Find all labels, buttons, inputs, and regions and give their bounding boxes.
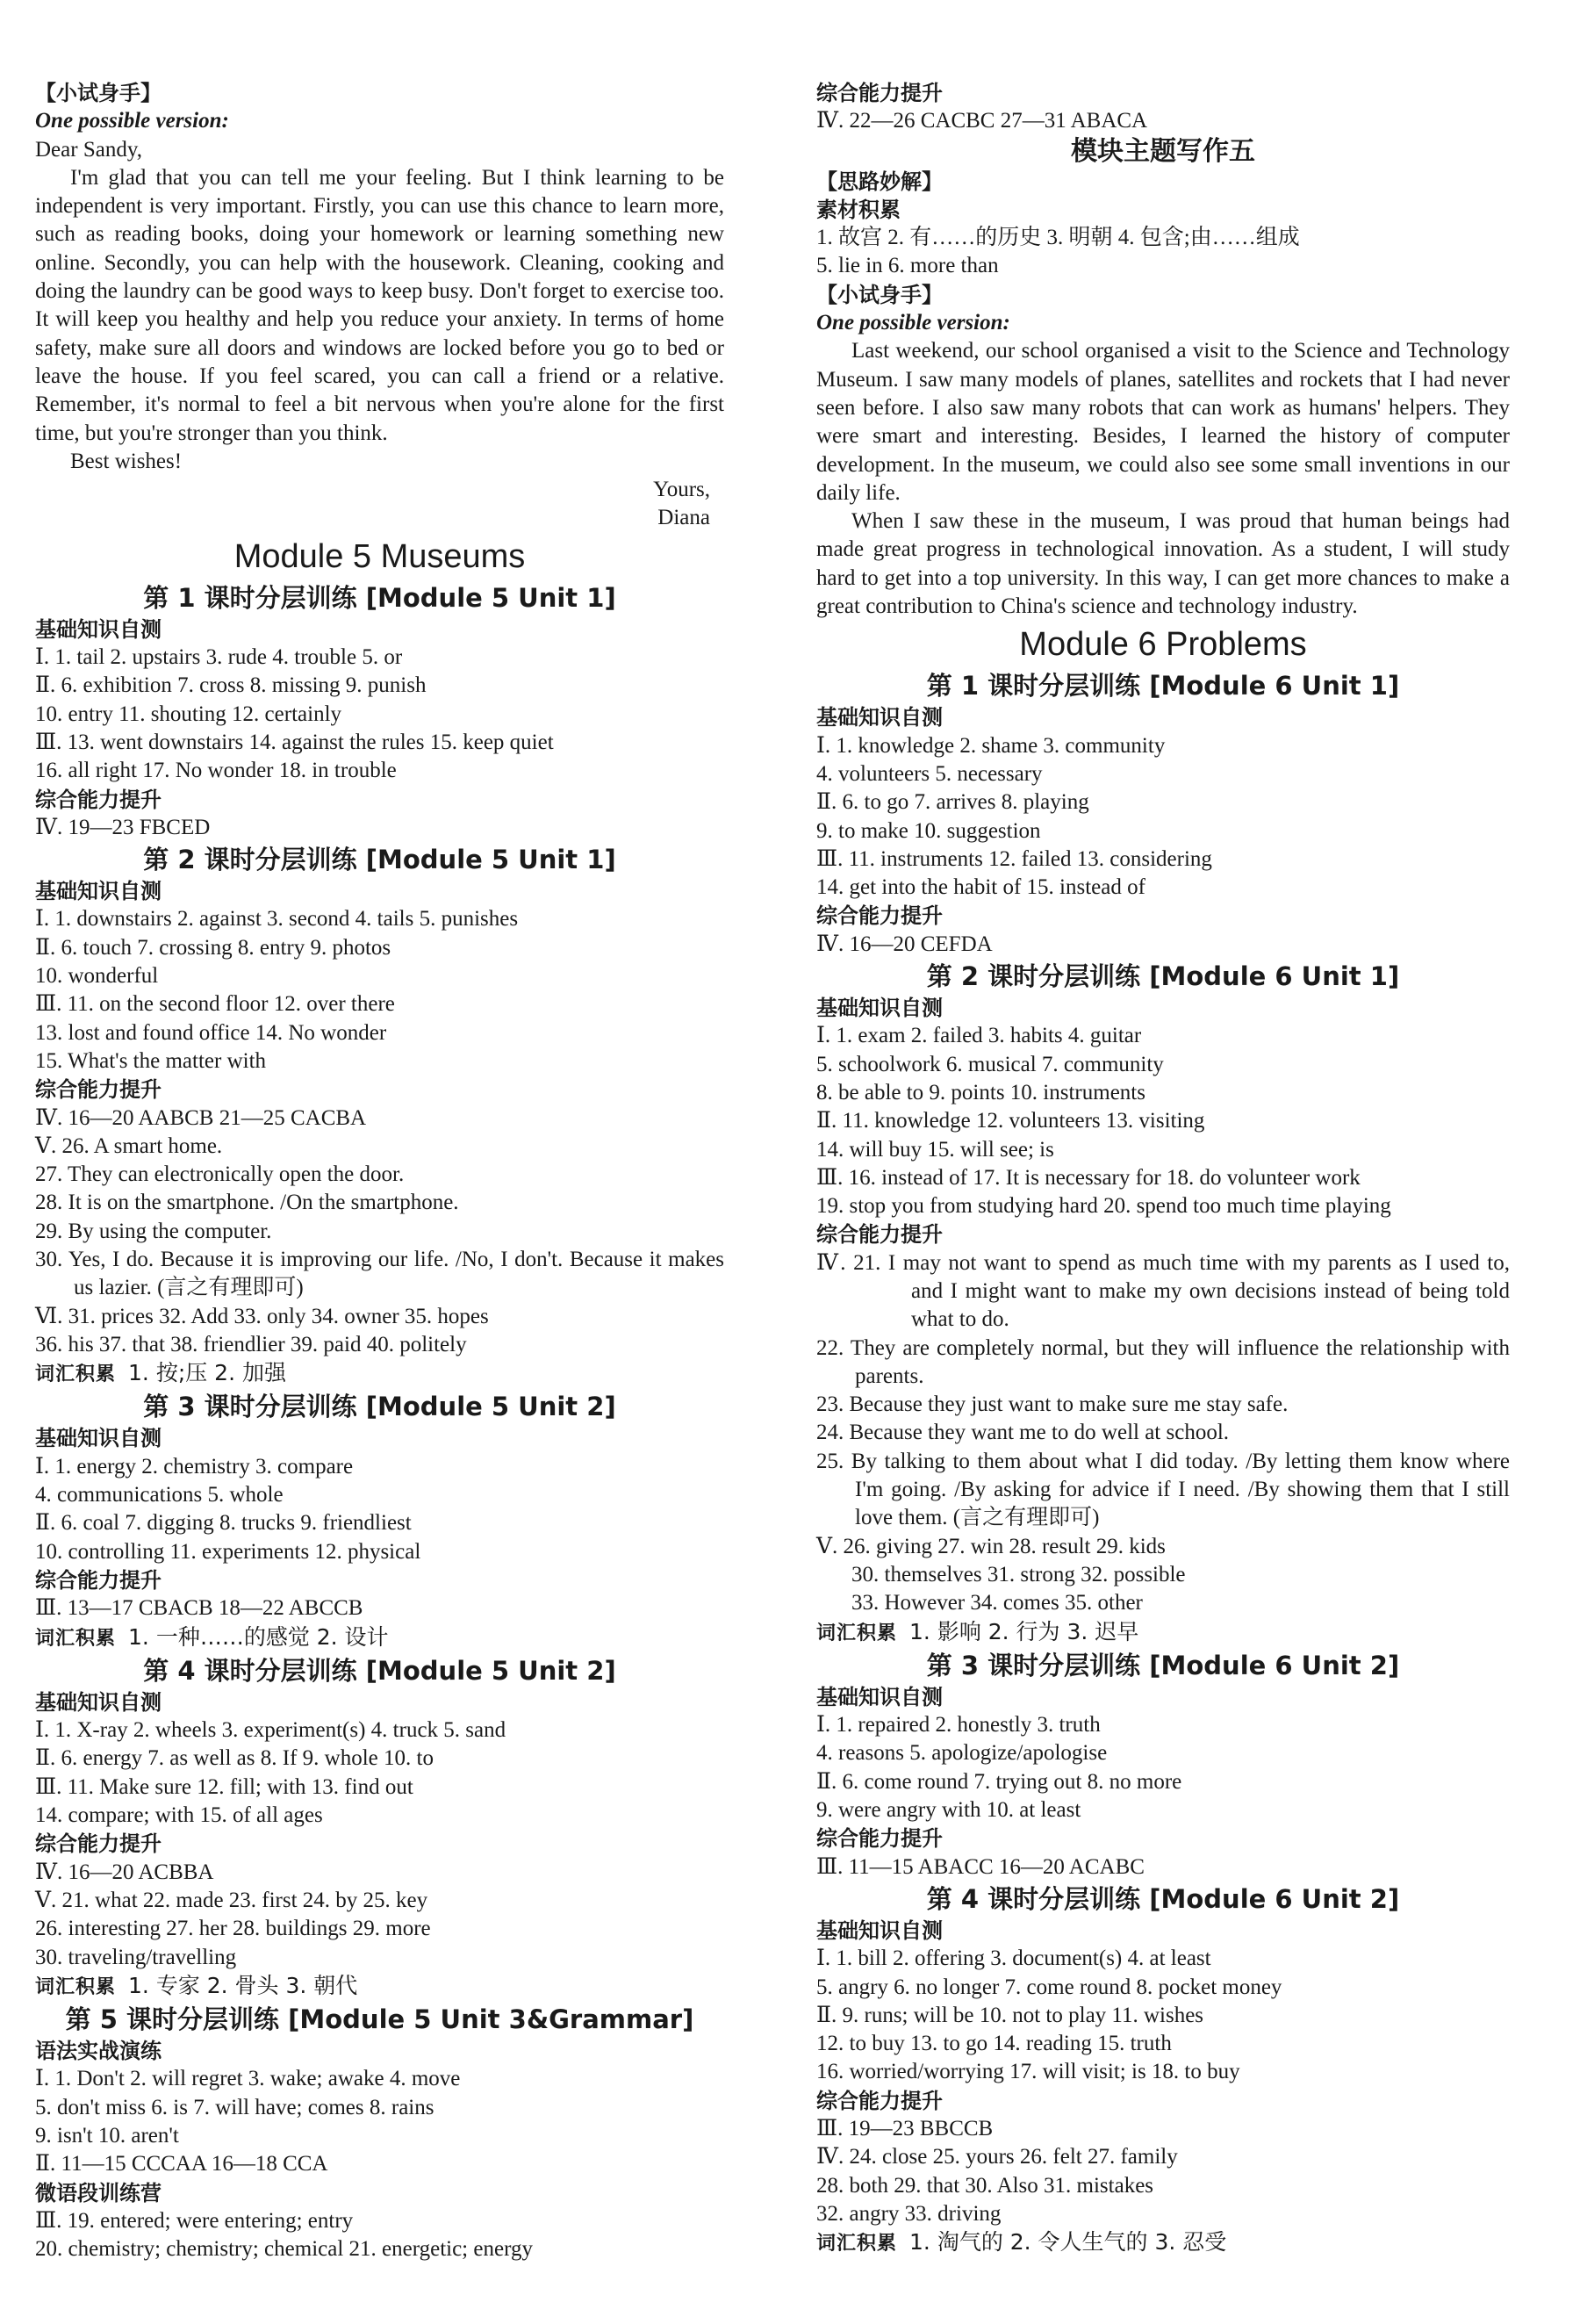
answer-line: 28. both 29. that 30. Also 31. mistakes — [816, 2173, 1154, 2198]
answer-line: 9. were angry with 10. at least — [816, 1798, 1081, 1823]
answer-line: 14. get into the habit of 15. instead of — [816, 875, 1145, 900]
letter-sign-yours: Yours, — [653, 478, 710, 502]
module6-title: Module 6 Problems — [1019, 626, 1307, 664]
vocab-label: 词汇积累 — [816, 2233, 898, 2256]
answer-line: Ⅱ. 11. knowledge 12. volunteers 13. visiting — [816, 1109, 1205, 1133]
answer-line — [816, 1448, 1510, 1533]
answer-line: Ⅰ. 1. energy 2. chemistry 3. compare — [35, 1454, 354, 1479]
m6-lesson2 — [816, 959, 1510, 1648]
item-number: 30. — [35, 1247, 63, 1271]
answer-line — [816, 1335, 1510, 1392]
lesson-title: 第 2 课时分层训练 [Module 6 Unit 1] — [926, 961, 1400, 992]
material-line: 1. 故宫 2. 有……的历史 3. 明朝 4. 包含;由……组成 — [816, 226, 1300, 250]
answer-line: 16. worried/worrying 17. will visit; is 18. to buy — [816, 2060, 1240, 2084]
vocab-line — [35, 1972, 724, 2002]
section-heading: 基础知识自测 — [35, 1689, 162, 1715]
vocab-label: 词汇积累 — [35, 1975, 117, 1998]
answer-line: Ⅰ. 1. bill 2. offering 3. document(s) 4. at least — [816, 1946, 1211, 1971]
section-heading: 综合能力提升 — [35, 787, 162, 812]
answer-line: 4. volunteers 5. necessary — [816, 761, 1043, 786]
material-heading: 素材积累 — [816, 197, 901, 222]
answer-line: Ⅰ. 1. tail 2. upstairs 3. rude 4. trouble 5. or — [35, 645, 403, 670]
answer-line: Ⅱ. 6. to go 7. arrives 8. playing — [816, 790, 1089, 815]
answer-line: 30. traveling/travelling — [35, 1945, 237, 1969]
answer-line: 5. schoolwork 6. musical 7. community — [816, 1052, 1164, 1076]
answer-line: 4. reasons 5. apologize/apologise — [816, 1741, 1108, 1766]
answer-line: Ⅰ. 1. knowledge 2. shame 3. community — [816, 733, 1166, 758]
version-label: One possible version: — [35, 109, 229, 133]
section-heading: 基础知识自测 — [35, 1426, 162, 1451]
answer-line: 10. wonderful — [35, 964, 159, 989]
section-heading: 综合能力提升 — [816, 81, 943, 105]
vocab-text: 1. 影响 2. 行为 3. 迟早 — [909, 1618, 1139, 1644]
answer-line: Ⅴ. 21. what 22. made 23. first 24. by 25. key — [35, 1888, 428, 1912]
vocab-line — [35, 1623, 724, 1653]
vocab-text: 1. 一种……的感觉 2. 设计 — [128, 1623, 389, 1650]
answer-line: Ⅲ. 19—23 BBCCB — [816, 2117, 994, 2141]
answer-text: I may not want to spend as much time with my parents as I used to, and I might want to make my own decisions instead of being told what to do. — [887, 1250, 1510, 1332]
answer-line: Ⅱ. 6. exhibition 7. cross 8. missing 9. punish — [35, 673, 427, 698]
answer-line: Ⅳ. 16—20 CEFDA — [816, 932, 993, 956]
section-heading: 综合能力提升 — [816, 903, 943, 929]
try-heading: 【小试身手】 — [35, 81, 162, 105]
answer-line: Ⅰ. 1. repaired 2. honestly 3. truth — [816, 1713, 1101, 1738]
item-number: 25. — [816, 1449, 844, 1473]
answer-line: Ⅳ. 22—26 CACBC 27—31 ABACA — [816, 109, 1148, 133]
right-column — [816, 79, 1510, 2258]
section-heading: 基础知识自测 — [816, 996, 943, 1021]
answer-line: 20. chemistry; chemistry; chemical 21. energetic; energy — [35, 2237, 533, 2262]
section-heading: 综合能力提升 — [35, 1077, 162, 1103]
module5-title: Module 5 Museums — [233, 537, 526, 575]
lesson-title: 第 4 课时分层训练 [Module 6 Unit 2] — [926, 1883, 1400, 1914]
answer-line: 10. entry 11. shouting 12. certainly — [35, 702, 342, 726]
answer-line: 14. will buy 15. will see; is — [816, 1137, 1054, 1162]
answer-line: Ⅳ. 16—20 ACBBA — [35, 1860, 214, 1884]
writing-title: 模块主题写作五 — [1071, 135, 1255, 167]
answer-line: Ⅳ. 19—23 FBCED — [35, 815, 211, 839]
essay-paragraph-2: When I saw these in the museum, I was proud that human beings had made great progress in technological innovation. As a student, I will study hard to get into a top university. In this way, I can get more chances to make a great contribution to China's science and technology industry. — [816, 509, 1510, 619]
section-heading: 综合能力提升 — [35, 1567, 162, 1593]
try-heading: 【小试身手】 — [816, 282, 943, 307]
m5-lesson3 — [35, 1389, 724, 1652]
answer-text: Yes, I do. Because it is improving our life. /No, I don't. Because it makes us lazier. (言之有理即可) — [68, 1247, 724, 1300]
m5-lesson1 — [35, 580, 724, 842]
answer-line: 15. What's the matter with — [35, 1048, 267, 1073]
vocab-label: 词汇积累 — [816, 1622, 898, 1644]
answer-line: 8. be able to 9. points 10. instruments — [816, 1080, 1145, 1104]
answer-line: 19. stop you from studying hard 20. spend too much time playing — [816, 1194, 1391, 1219]
section-heading: 综合能力提升 — [816, 1826, 943, 1852]
answer-line: Ⅰ. 1. downstairs 2. against 3. second 4. tails 5. punishes — [35, 907, 519, 932]
answer-line: Ⅲ. 11—15 ABACC 16—20 ACABC — [816, 1854, 1145, 1879]
answer-line: 14. compare; with 15. of all ages — [35, 1803, 323, 1828]
m5-lesson5 — [35, 2002, 724, 2263]
answer-line — [816, 1249, 1510, 1335]
lesson-title: 第 4 课时分层训练 [Module 5 Unit 2] — [143, 1655, 616, 1686]
vocab-label: 词汇积累 — [35, 1363, 117, 1386]
answer-line: 32. angry 33. driving — [816, 2201, 1002, 2226]
answer-line: 23. Because they just want to make sure me stay safe. — [816, 1392, 1289, 1417]
m6-lesson3 — [816, 1648, 1510, 1882]
answer-line: 5. don't miss 6. is 7. will have; comes 8. rains — [35, 2095, 434, 2119]
answer-line: 9. isn't 10. aren't — [35, 2124, 179, 2148]
answer-line: Ⅰ. 1. Don't 2. will regret 3. wake; awake 4. move — [35, 2067, 461, 2091]
m5-lesson2 — [35, 842, 724, 1389]
section-heading: 语法实战演练 — [35, 2039, 162, 2064]
lesson-title: 第 3 课时分层训练 [Module 6 Unit 2] — [926, 1650, 1400, 1680]
section-heading: 微语段训练营 — [35, 2180, 162, 2205]
vocab-line — [816, 2228, 1510, 2258]
left-column — [35, 79, 724, 2263]
answer-line: Ⅰ. 1. X-ray 2. wheels 3. experiment(s) 4. truck 5. sand — [35, 1718, 506, 1743]
answer-line: Ⅱ. 9. runs; will be 10. not to play 11. wishes — [816, 2003, 1204, 2027]
answer-line: 33. However 34. comes 35. other — [851, 1591, 1143, 1615]
lesson-title: 第 2 课时分层训练 [Module 5 Unit 1] — [143, 845, 616, 875]
section-heading: 综合能力提升 — [35, 1831, 162, 1857]
answer-line: Ⅲ. 16. instead of 17. It is necessary for 18. do volunteer work — [816, 1165, 1361, 1190]
answer-line: 10. controlling 11. experiments 12. physical — [35, 1539, 421, 1564]
answer-text: By talking to them about what I did today. /By letting them know where I'm going. /By asking for advice if I need. /By showing them that I still love them. (言之有理即可) — [851, 1449, 1511, 1530]
answer-line: Ⅱ. 11—15 CCCAA 16—18 CCA — [35, 2152, 328, 2177]
section-heading: 综合能力提升 — [816, 1222, 943, 1248]
letter-greeting: Dear Sandy, — [35, 137, 142, 162]
m6-lesson1 — [816, 668, 1510, 959]
section-heading: 基础知识自测 — [35, 616, 162, 642]
answer-line: 13. lost and found office 14. No wonder — [35, 1020, 387, 1045]
m5-lesson4 — [35, 1653, 724, 2002]
item-number: Ⅳ. 21. — [816, 1250, 881, 1275]
answer-line — [35, 1246, 724, 1303]
answer-line: 27. They can electronically open the door. — [35, 1162, 405, 1187]
section-heading: 基础知识自测 — [816, 1684, 943, 1709]
answer-line: Ⅲ. 11. on the second floor 12. over there — [35, 992, 395, 1017]
answer-line: Ⅲ. 11. Make sure 12. fill; with 13. find out — [35, 1774, 413, 1799]
answer-line: Ⅲ. 13—17 CBACB 18—22 ABCCB — [35, 1596, 363, 1621]
answer-line: Ⅴ. 26. A smart home. — [35, 1133, 223, 1158]
answer-line: Ⅳ. 16—20 AABCB 21—25 CACBA — [35, 1105, 367, 1130]
vocab-text: 1. 专家 2. 骨头 3. 朝代 — [128, 1972, 358, 1998]
answer-line: 4. communications 5. whole — [35, 1483, 284, 1507]
answer-text: They are completely normal, but they will influence the relationship with parents. — [850, 1335, 1510, 1388]
answer-line: Ⅲ. 13. went downstairs 14. against the rules 15. keep quiet — [35, 730, 554, 754]
answer-line: 9. to make 10. suggestion — [816, 818, 1041, 843]
answer-line: 24. Because they want me to do well at school. — [816, 1421, 1230, 1445]
vocab-label: 词汇积累 — [35, 1627, 117, 1650]
answer-line: Ⅴ. 26. giving 27. win 28. result 29. kids — [816, 1534, 1166, 1558]
answer-line: Ⅲ. 19. entered; were entering; entry — [35, 2208, 354, 2233]
letter-body: I'm glad that you can tell me your feeling. But I think learning to be independent is very important. Firstly, you can use this chance to learn more, such as reading books, doing your homework or learning something new online. Secondly, you can help with the housework. Cleaning, cooking and doing the laundry can be good ways to keep busy. Don't forget to exercise too. It will keep you healthy and help you reduce your anxiety. In terms of home safety, make sure all doors and windows are locked before you go to bed or leave the house. If you feel scared, you can call a friend or a relative. Remember, it's normal to feel a bit nervous when you're alone for the first time, but you're stronger than you think. — [35, 165, 724, 445]
answer-line: Ⅳ. 24. close 25. yours 26. felt 27. family — [816, 2145, 1178, 2169]
answer-line: Ⅵ. 31. prices 32. Add 33. only 34. owner 35. hopes — [35, 1304, 489, 1328]
answer-line: 5. angry 6. no longer 7. come round 8. pocket money — [816, 1975, 1282, 1999]
answer-line: 26. interesting 27. her 28. buildings 29. more — [35, 1917, 431, 1941]
m6-lesson4 — [816, 1882, 1510, 2259]
answer-line: Ⅱ. 6. energy 7. as well as 8. If 9. whole 10. to — [35, 1746, 434, 1771]
letter-sign-name: Diana — [657, 506, 710, 530]
lesson-title: 第 1 课时分层训练 [Module 6 Unit 1] — [926, 671, 1400, 702]
answer-line: Ⅰ. 1. exam 2. failed 3. habits 4. guitar — [816, 1024, 1142, 1048]
answer-line: 30. themselves 31. strong 32. possible — [851, 1562, 1186, 1587]
answer-line: Ⅱ. 6. touch 7. crossing 8. entry 9. photos — [35, 935, 391, 960]
vocab-text: 1. 淘气的 2. 令人生气的 3. 忍受 — [909, 2229, 1227, 2256]
answer-line: Ⅱ. 6. come round 7. trying out 8. no more — [816, 1769, 1182, 1794]
answer-line: 36. his 37. that 38. friendlier 39. paid 40. politely — [35, 1332, 467, 1356]
essay-paragraph-1: Last weekend, our school organised a visit to the Science and Technology Museum. I saw many models of planes, satellites and rockets that I had never seen before. I also saw many robots that can work as humans' helpers. They were smart and interesting. Besides, I learned the history of computer development. In the museum, we could also see some small inventions in our daily life. — [816, 339, 1510, 505]
material-line: 5. lie in 6. more than — [816, 254, 999, 278]
answer-line: Ⅱ. 6. coal 7. digging 8. trucks 9. friendliest — [35, 1511, 412, 1536]
section-heading: 综合能力提升 — [816, 2088, 943, 2113]
answer-line: 12. to buy 13. to go 14. reading 15. truth — [816, 2032, 1172, 2056]
idea-heading: 【思路妙解】 — [816, 169, 943, 194]
section-heading: 基础知识自测 — [816, 1917, 943, 1943]
answer-line: 28. It is on the smartphone. /On the smartphone. — [35, 1191, 459, 1215]
answer-line: 16. all right 17. No wonder 18. in trouble — [35, 759, 397, 783]
lesson-title: 第 5 课时分层训练 [Module 5 Unit 3&Grammar] — [65, 2004, 694, 2035]
version-label: One possible version: — [816, 311, 1010, 335]
section-heading: 基础知识自测 — [35, 879, 162, 904]
vocab-line — [816, 1618, 1510, 1648]
answer-line: Ⅲ. 11. instruments 12. failed 13. considering — [816, 846, 1212, 871]
letter-closing: Best wishes! — [70, 449, 183, 473]
lesson-title: 第 1 课时分层训练 [Module 5 Unit 1] — [143, 582, 616, 613]
lesson-title: 第 3 课时分层训练 [Module 5 Unit 2] — [143, 1392, 616, 1422]
item-number: 22. — [816, 1335, 844, 1360]
section-heading: 基础知识自测 — [816, 705, 943, 730]
vocab-text: 1. 按;压 2. 加强 — [128, 1360, 286, 1386]
answer-line: 29. By using the computer. — [35, 1219, 272, 1243]
vocab-line — [35, 1359, 724, 1389]
